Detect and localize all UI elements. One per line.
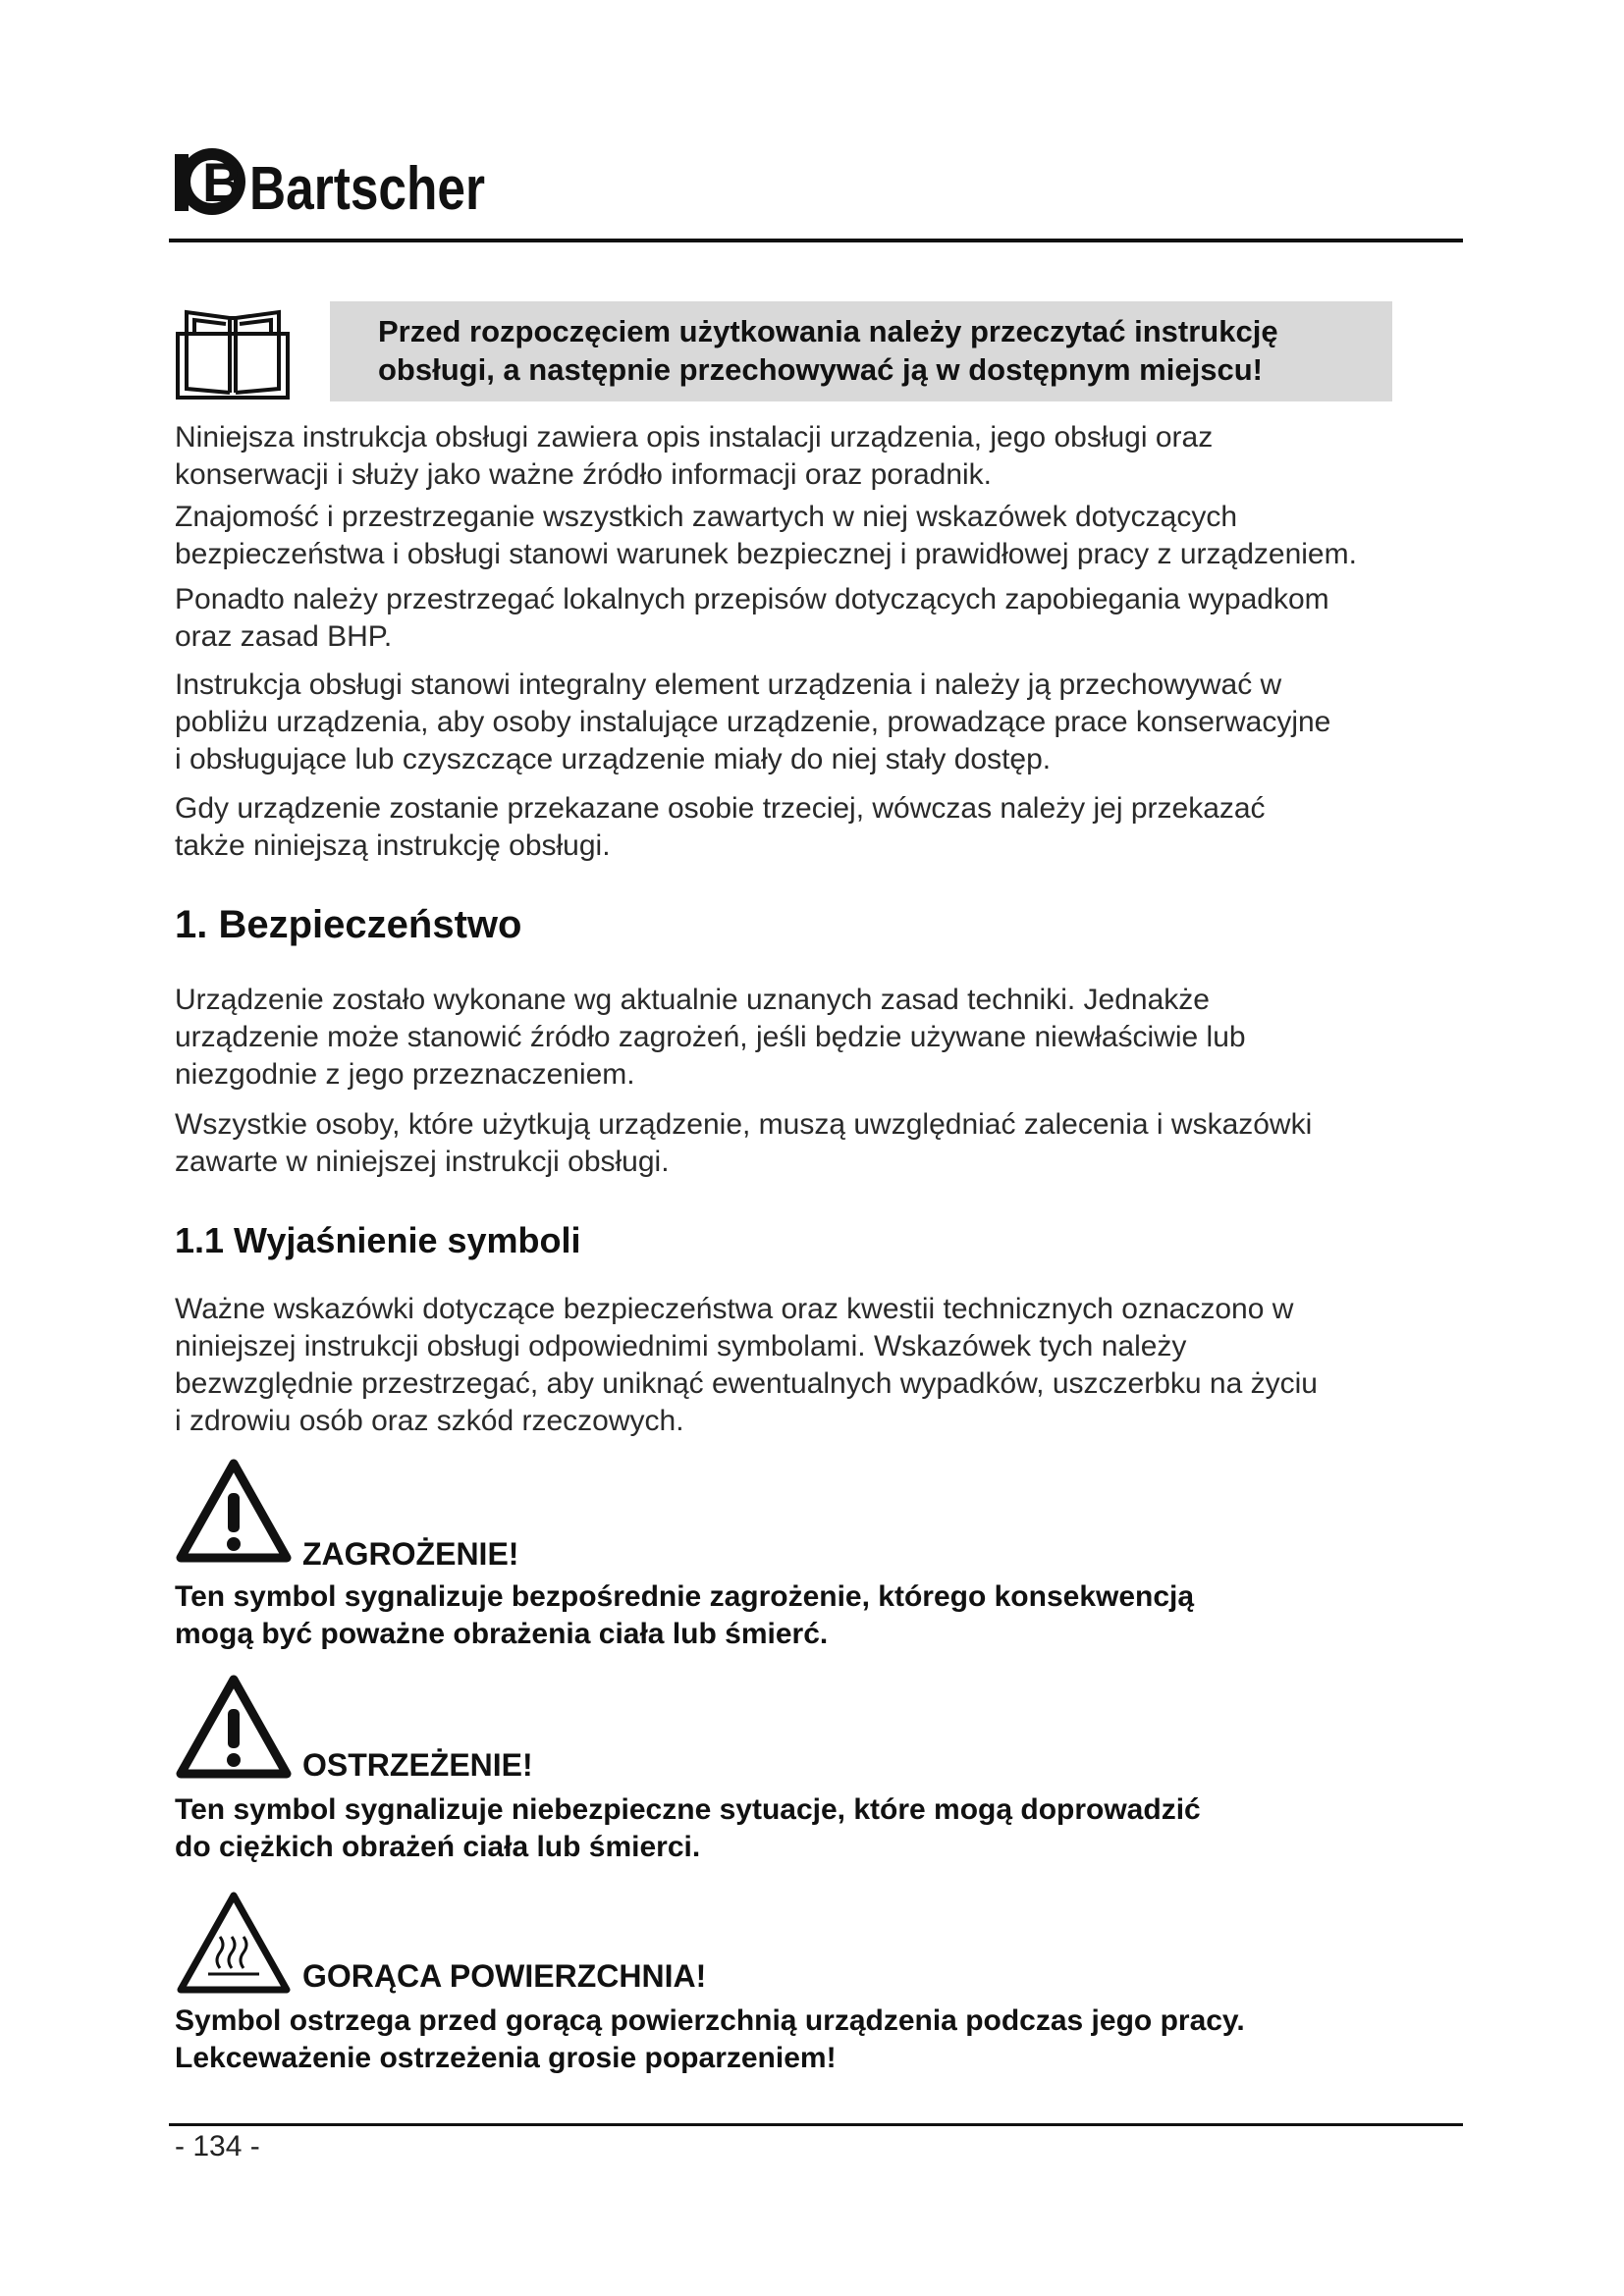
text-line: Ten symbol sygnalizuje niebezpieczne sytuacje, które mogą doprowadzić — [175, 1793, 1201, 1826]
warning-description — [175, 2002, 1451, 2077]
notice-line: Przed rozpoczęciem użytkowania należy przeczytać instrukcję — [378, 314, 1278, 348]
text-line: bezpieczeństwa i obsługi stanowi warunek bezpiecznej i prawidłowej pracy z urządzeniem. — [175, 538, 1357, 570]
svg-text:B: B — [202, 151, 243, 213]
brand-name: Bartscher — [249, 155, 485, 223]
header-rule — [169, 239, 1463, 242]
notice-text — [378, 312, 1370, 389]
footer-rule — [169, 2123, 1463, 2126]
text-line: Niniejsza instrukcja obsługi zawiera opis instalacji urządzenia, jego obsługi oraz — [175, 421, 1214, 454]
text-line: Instrukcja obsługi stanowi integralny element urządzenia i należy ją przechowywać w — [175, 668, 1282, 701]
text-line: Wszystkie osoby, które użytkują urządzenie, muszą uwzględniać zalecenia i wskazówki — [175, 1108, 1313, 1141]
text-line: bezwzględnie przestrzegać, aby uniknąć ewentualnych wypadków, uszczerbku na życiu — [175, 1367, 1318, 1400]
text-line: Znajomość i przestrzeganie wszystkich zawartych w niej wskazówek dotyczących — [175, 501, 1238, 533]
text-line: zawarte w niniejszej instrukcji obsługi. — [175, 1146, 670, 1178]
warning-title: OSTRZEŻENIE! — [302, 1747, 533, 1783]
text-line: konserwacji i służy jako ważne źródło informacji oraz poradnik. — [175, 458, 993, 491]
text-line: pobliżu urządzenia, aby osoby instalujące urządzenie, prowadzące prace konserwacyjne — [175, 706, 1331, 738]
intro-paragraph — [175, 419, 1490, 494]
warning-description — [175, 1791, 1451, 1866]
warning-title: ZAGROŻENIE! — [302, 1536, 519, 1572]
text-line: Ważne wskazówki dotyczące bezpieczeństwa oraz kwestii technicznych oznaczono w — [175, 1293, 1294, 1325]
text-line: do ciężkich obrażeń ciała lub śmierci. — [175, 1831, 701, 1863]
text-line: także niniejszą instrukcję obsługi. — [175, 829, 611, 862]
warning-title: GORĄCA POWIERZCHNIA! — [302, 1958, 707, 1994]
text-line: Symbol ostrzega przed gorącą powierzchnią urządzenia podczas jego pracy. — [175, 2004, 1245, 2037]
text-line: mogą być poważne obrażenia ciała lub śmierć. — [175, 1618, 829, 1650]
text-line: Lekceważenie ostrzeżenia grosie poparzeniem! — [175, 2042, 837, 2074]
intro-paragraph — [175, 667, 1490, 778]
warning-exclamation-icon — [175, 1674, 293, 1782]
text-line: Urządzenie zostało wykonane wg aktualnie uznanych zasad techniki. Jednakże — [175, 984, 1210, 1016]
text-line: urządzenie może stanowić źródło zagrożeń, jeśli będzie używane niewłaściwie lub — [175, 1021, 1246, 1053]
page-number: - 134 - — [175, 2130, 260, 2163]
intro-paragraph — [175, 499, 1490, 573]
text-line: Gdy urządzenie zostanie przekazane osobie trzeciej, wówczas należy jej przekazać — [175, 792, 1266, 825]
intro-paragraph — [175, 790, 1490, 865]
bartscher-logo — [175, 133, 489, 226]
hot-surface-icon — [175, 1890, 293, 1998]
text-line: Ponadto należy przestrzegać lokalnych przepisów dotyczących zapobiegania wypadkom — [175, 583, 1329, 615]
warning-description — [175, 1578, 1451, 1653]
text-line: niniejszej instrukcji obsługi odpowiednimi symbolami. Wskazówek tych należy — [175, 1330, 1187, 1362]
text-line: oraz zasad BHP. — [175, 620, 393, 653]
text-line: i zdrowiu osób oraz szkód rzeczowych. — [175, 1405, 684, 1437]
notice-line: obsługi, a następnie przechowywać ją w dostępnym miejscu! — [378, 352, 1263, 387]
warning-exclamation-icon — [175, 1458, 293, 1566]
subsection-heading: 1.1 Wyjaśnienie symboli — [175, 1220, 581, 1260]
text-line: niezgodnie z jego przeznaczeniem. — [175, 1058, 635, 1091]
text-line: i obsługujące lub czyszczące urządzenie miały do niej stały dostęp. — [175, 743, 1052, 775]
section-paragraph — [175, 1106, 1490, 1181]
section-heading: 1. Bezpieczeństwo — [175, 903, 522, 946]
intro-paragraph — [175, 581, 1490, 656]
section-paragraph — [175, 982, 1490, 1094]
book-icon — [175, 304, 291, 400]
text-line: Ten symbol sygnalizuje bezpośrednie zagrożenie, którego konsekwencją — [175, 1580, 1195, 1613]
section-paragraph — [175, 1291, 1490, 1440]
